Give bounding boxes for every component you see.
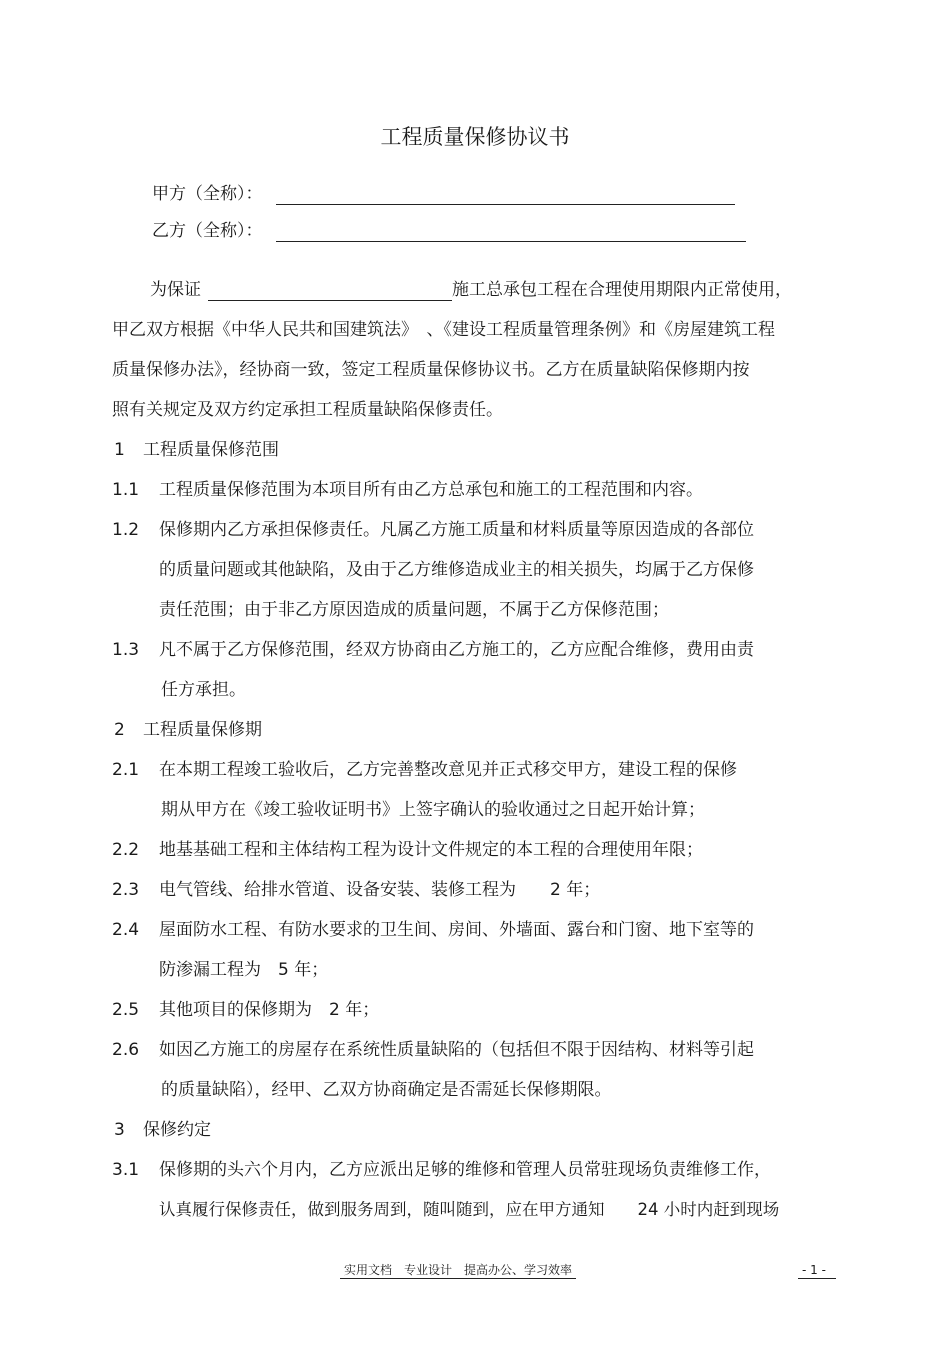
- intro-line: 质量保修办法》，经协商一致，签定工程质量保修协议书。乙方在质量缺陷保修期内按: [112, 360, 750, 380]
- clause-text: 任方承担。: [161, 680, 246, 700]
- party-b-blank: [276, 241, 746, 242]
- clause-text: 的质量问题或其他缺陷，及由于乙方维修造成业主的相关损失，均属于乙方保修: [159, 560, 754, 580]
- party-a-label: 甲方（全称）：: [152, 184, 263, 204]
- clause-number: 1.1: [112, 480, 140, 500]
- clause-text: 电气管线、给排水管道、设备安装、装修工程为 2 年；: [159, 880, 601, 900]
- clause-text: 在本期工程竣工验收后，乙方完善整改意见并正式移交甲方，建设工程的保修: [159, 760, 737, 780]
- document-title: 工程质量保修协议书: [380, 125, 570, 149]
- footer-underline: [340, 1278, 576, 1279]
- clause-number: 1.2: [112, 520, 140, 540]
- clause-text: 保修期内乙方承担保修责任。凡属乙方施工质量和材料质量等原因造成的各部位: [159, 520, 754, 540]
- clause-text: 认真履行保修责任，做到服务周到，随叫随到，应在甲方通知 24 小时内赶到现场: [159, 1200, 780, 1219]
- page-number: - 1 -: [802, 1263, 826, 1277]
- clause-text: 工程质量保修范围为本项目所有由乙方总承包和施工的工程范围和内容。: [159, 480, 703, 500]
- clause-number: 2.2: [112, 840, 140, 860]
- clause-text: 屋面防水工程、有防水要求的卫生间、房间、外墙面、露台和门窗、地下室等的: [159, 920, 754, 940]
- party-b-label: 乙方（全称）：: [152, 221, 263, 241]
- clause-text: 防渗漏工程为 5 年；: [159, 960, 329, 980]
- clause-text: 凡不属于乙方保修范围，经双方协商由乙方施工的，乙方应配合维修，费用由责: [159, 640, 754, 660]
- clause-text: 责任范围；由于非乙方原因造成的质量问题，不属于乙方保修范围；: [159, 600, 669, 620]
- project-name-blank: [208, 300, 452, 301]
- clause-text: 期从甲方在《竣工验收证明书》上签字确认的验收通过之日起开始计算；: [161, 800, 705, 820]
- section-number: 3: [114, 1120, 125, 1140]
- section-number: 1: [114, 440, 125, 460]
- clause-text: 保修期的头六个月内，乙方应派出足够的维修和管理人员常驻现场负责维修工作，: [159, 1160, 771, 1180]
- intro-line: 照有关规定及双方约定承担工程质量缺陷保修责任。: [112, 400, 503, 420]
- clause-number: 2.3: [112, 880, 140, 900]
- clause-number: 2.6: [112, 1040, 140, 1060]
- intro-line: 甲乙双方根据《中华人民共和国建筑法》 、《建设工程质量管理条例》和《房屋建筑工程: [112, 320, 775, 340]
- clause-text: 的质量缺陷），经甲、乙双方协商确定是否需延长保修期限。: [161, 1080, 612, 1100]
- intro-suffix: 施工总承包工程在合理使用期限内正常使用，: [452, 280, 792, 300]
- clause-text: 其他项目的保修期为 2 年；: [159, 1000, 380, 1020]
- section-title: 工程质量保修期: [143, 720, 262, 740]
- page-number-underline: [798, 1278, 836, 1279]
- clause-number: 1.3: [112, 640, 140, 660]
- party-a-blank: [276, 204, 735, 205]
- section-number: 2: [114, 720, 125, 740]
- section-title: 保修约定: [143, 1120, 211, 1140]
- section-title: 工程质量保修范围: [143, 440, 279, 460]
- clause-text: 地基基础工程和主体结构工程为设计文件规定的本工程的合理使用年限；: [159, 840, 703, 860]
- intro-prefix: 为保证: [150, 280, 201, 300]
- clause-text: 如因乙方施工的房屋存在系统性质量缺陷的（包括但不限于因结构、材料等引起: [159, 1040, 754, 1060]
- clause-number: 2.4: [112, 920, 140, 940]
- footer-slogan: 实用文档 专业设计 提高办公、学习效率: [344, 1263, 573, 1277]
- clause-number: 3.1: [112, 1160, 140, 1180]
- clause-number: 2.5: [112, 1000, 140, 1020]
- clause-number: 2.1: [112, 760, 140, 780]
